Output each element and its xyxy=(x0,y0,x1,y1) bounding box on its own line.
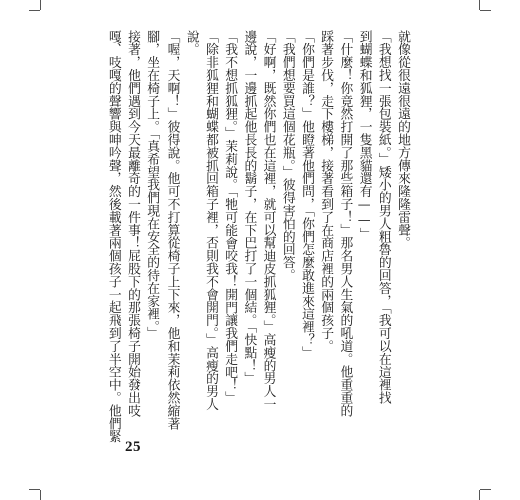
text-line: 「什麼！你竟然打開了那些箱子！」那名男人生氣的吼道。他重重的 xyxy=(337,30,353,417)
text-line: 「除非狐狸和蝴蝶都被抓回箱子裡，否則我不會開門。」高瘦的男人 xyxy=(202,30,218,411)
text-line: 接著，他們遇到今天最離奇的一件事！屁股下的那張椅子開始發出吱 xyxy=(124,30,140,417)
text-line: 「你們是誰？」他瞪著他們問，「你們怎麼敢進來這裡？」 xyxy=(298,30,314,359)
text-line: 說。 xyxy=(183,30,199,56)
text-line: 到蝴蝶和狐狸，一隻黑貓還有——」 xyxy=(356,30,372,241)
body-text xyxy=(104,30,412,443)
page-number: 25 xyxy=(125,439,141,455)
crop-mark-bottom-right-h xyxy=(480,489,491,490)
text-line: 邊說，一邊抓起他長長的鬍子，在下巴打了一個結。「快點！」 xyxy=(241,30,257,385)
crop-mark-top-left-h xyxy=(29,10,40,11)
text-line: 踩著步伐，走下樓梯，接著看到了在商店裡的兩個孩子。 xyxy=(318,30,334,353)
crop-mark-bottom-left-v xyxy=(40,490,41,500)
text-line: 「我想找一張包裝紙。」矮小的男人粗魯的回答，「我可以在這裡找 xyxy=(375,30,391,405)
text-line: 「我不想抓狐狸。」茉莉說。「牠可能會咬我！開門讓我們走吧！」 xyxy=(222,30,238,405)
crop-mark-top-left-v xyxy=(40,0,41,10)
crop-mark-top-right-h xyxy=(480,10,491,11)
crop-mark-bottom-right-v xyxy=(479,490,480,500)
text-line: 「喔，天啊！」彼得說。他可不打算從椅子上下來，他和茉莉依然縮著 xyxy=(164,30,180,430)
text-line: 腳，坐在椅子上。「真希望我們現在安全的待在家裡。」 xyxy=(144,30,160,340)
text-line: 嘎、吱嘎的聲響與呻吟聲，然後載著兩個孩子一起飛到了半空中。他們緊 xyxy=(105,30,121,443)
text-line: 就像從很遠很遠的地方傳來隆隆雷聲。 xyxy=(395,30,410,250)
text-line: 「我們想要買這個花瓶。」彼得害怕的回答。 xyxy=(279,30,295,282)
crop-mark-bottom-left-h xyxy=(29,489,40,490)
crop-mark-top-right-v xyxy=(479,0,480,10)
text-line: 「好啊，既然你們也在這裡，就可以幫迪皮抓狐狸。」高瘦的男人一 xyxy=(260,30,276,411)
